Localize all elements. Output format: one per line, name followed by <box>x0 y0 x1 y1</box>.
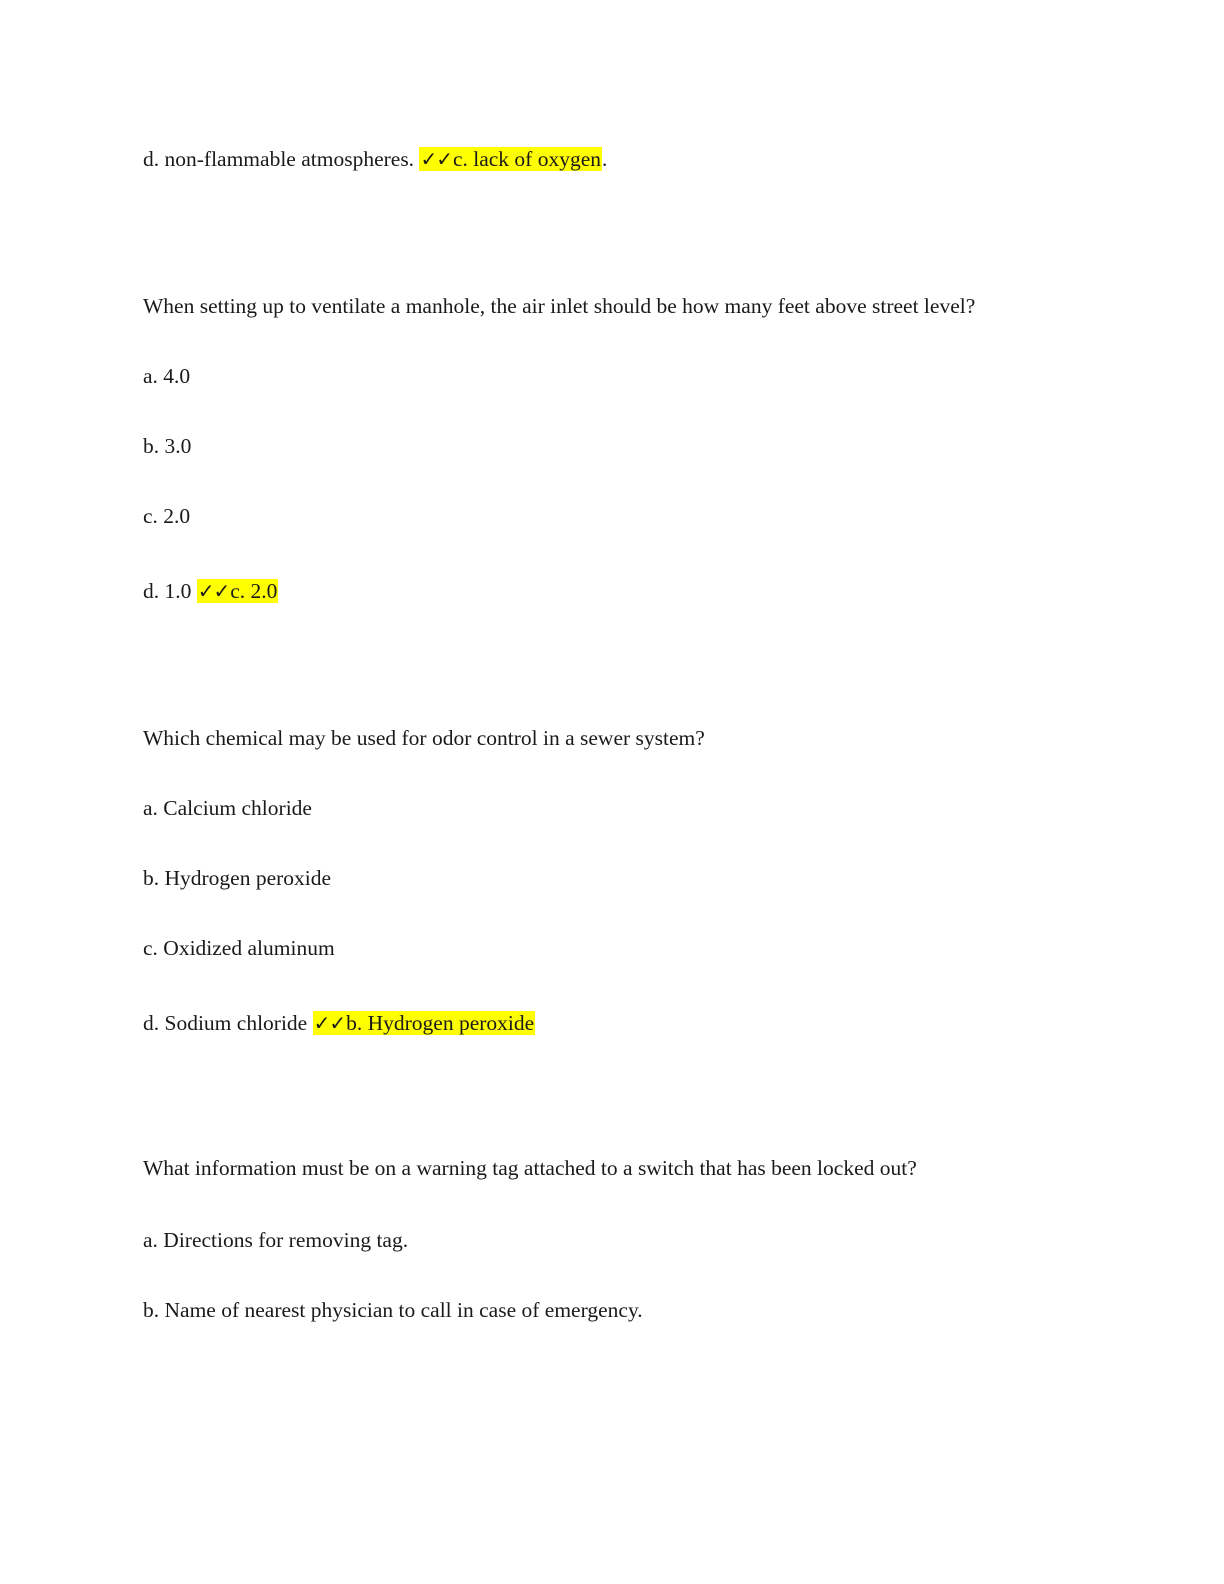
double-check-icon: ✓✓ <box>420 147 452 171</box>
option-text: b. 3.0 <box>143 434 192 458</box>
option-text: a. 4.0 <box>143 364 191 388</box>
option-text: b. Hydrogen peroxide <box>143 866 332 890</box>
answer-highlight <box>313 1011 536 1035</box>
answer-highlight <box>197 579 279 603</box>
option-text: a. Calcium chloride <box>143 796 312 820</box>
answer-line <box>143 143 607 175</box>
question-text: When setting up to ventilate a manhole, the air inlet should be how many feet above street level? <box>143 294 976 318</box>
answer-text: c. lack of oxygen <box>452 147 602 171</box>
double-check-icon: ✓✓ <box>197 579 230 603</box>
option-text: d. Sodium chloride <box>143 1011 308 1035</box>
option-text: d. non-flammable atmospheres. <box>143 147 415 171</box>
trailing-period: . <box>602 147 608 171</box>
option-text: c. Oxidized aluminum <box>143 936 335 960</box>
option-text: b. Name of nearest physician to call in case of emergency. <box>143 1298 643 1322</box>
answer-highlight <box>419 147 602 171</box>
answer-text: c. 2.0 <box>230 579 278 603</box>
double-check-icon: ✓✓ <box>313 1011 346 1035</box>
answer-line <box>143 1007 535 1039</box>
option-text: d. 1.0 <box>143 579 192 603</box>
question-text: Which chemical may be used for odor control in a sewer system? <box>143 726 705 750</box>
option-text: a. Directions for removing tag. <box>143 1228 409 1252</box>
answer-line <box>143 575 278 607</box>
answer-text: b. Hydrogen peroxide <box>346 1011 535 1035</box>
option-text: c. 2.0 <box>143 504 191 528</box>
question-text: What information must be on a warning tag attached to a switch that has been locked out? <box>143 1156 917 1180</box>
